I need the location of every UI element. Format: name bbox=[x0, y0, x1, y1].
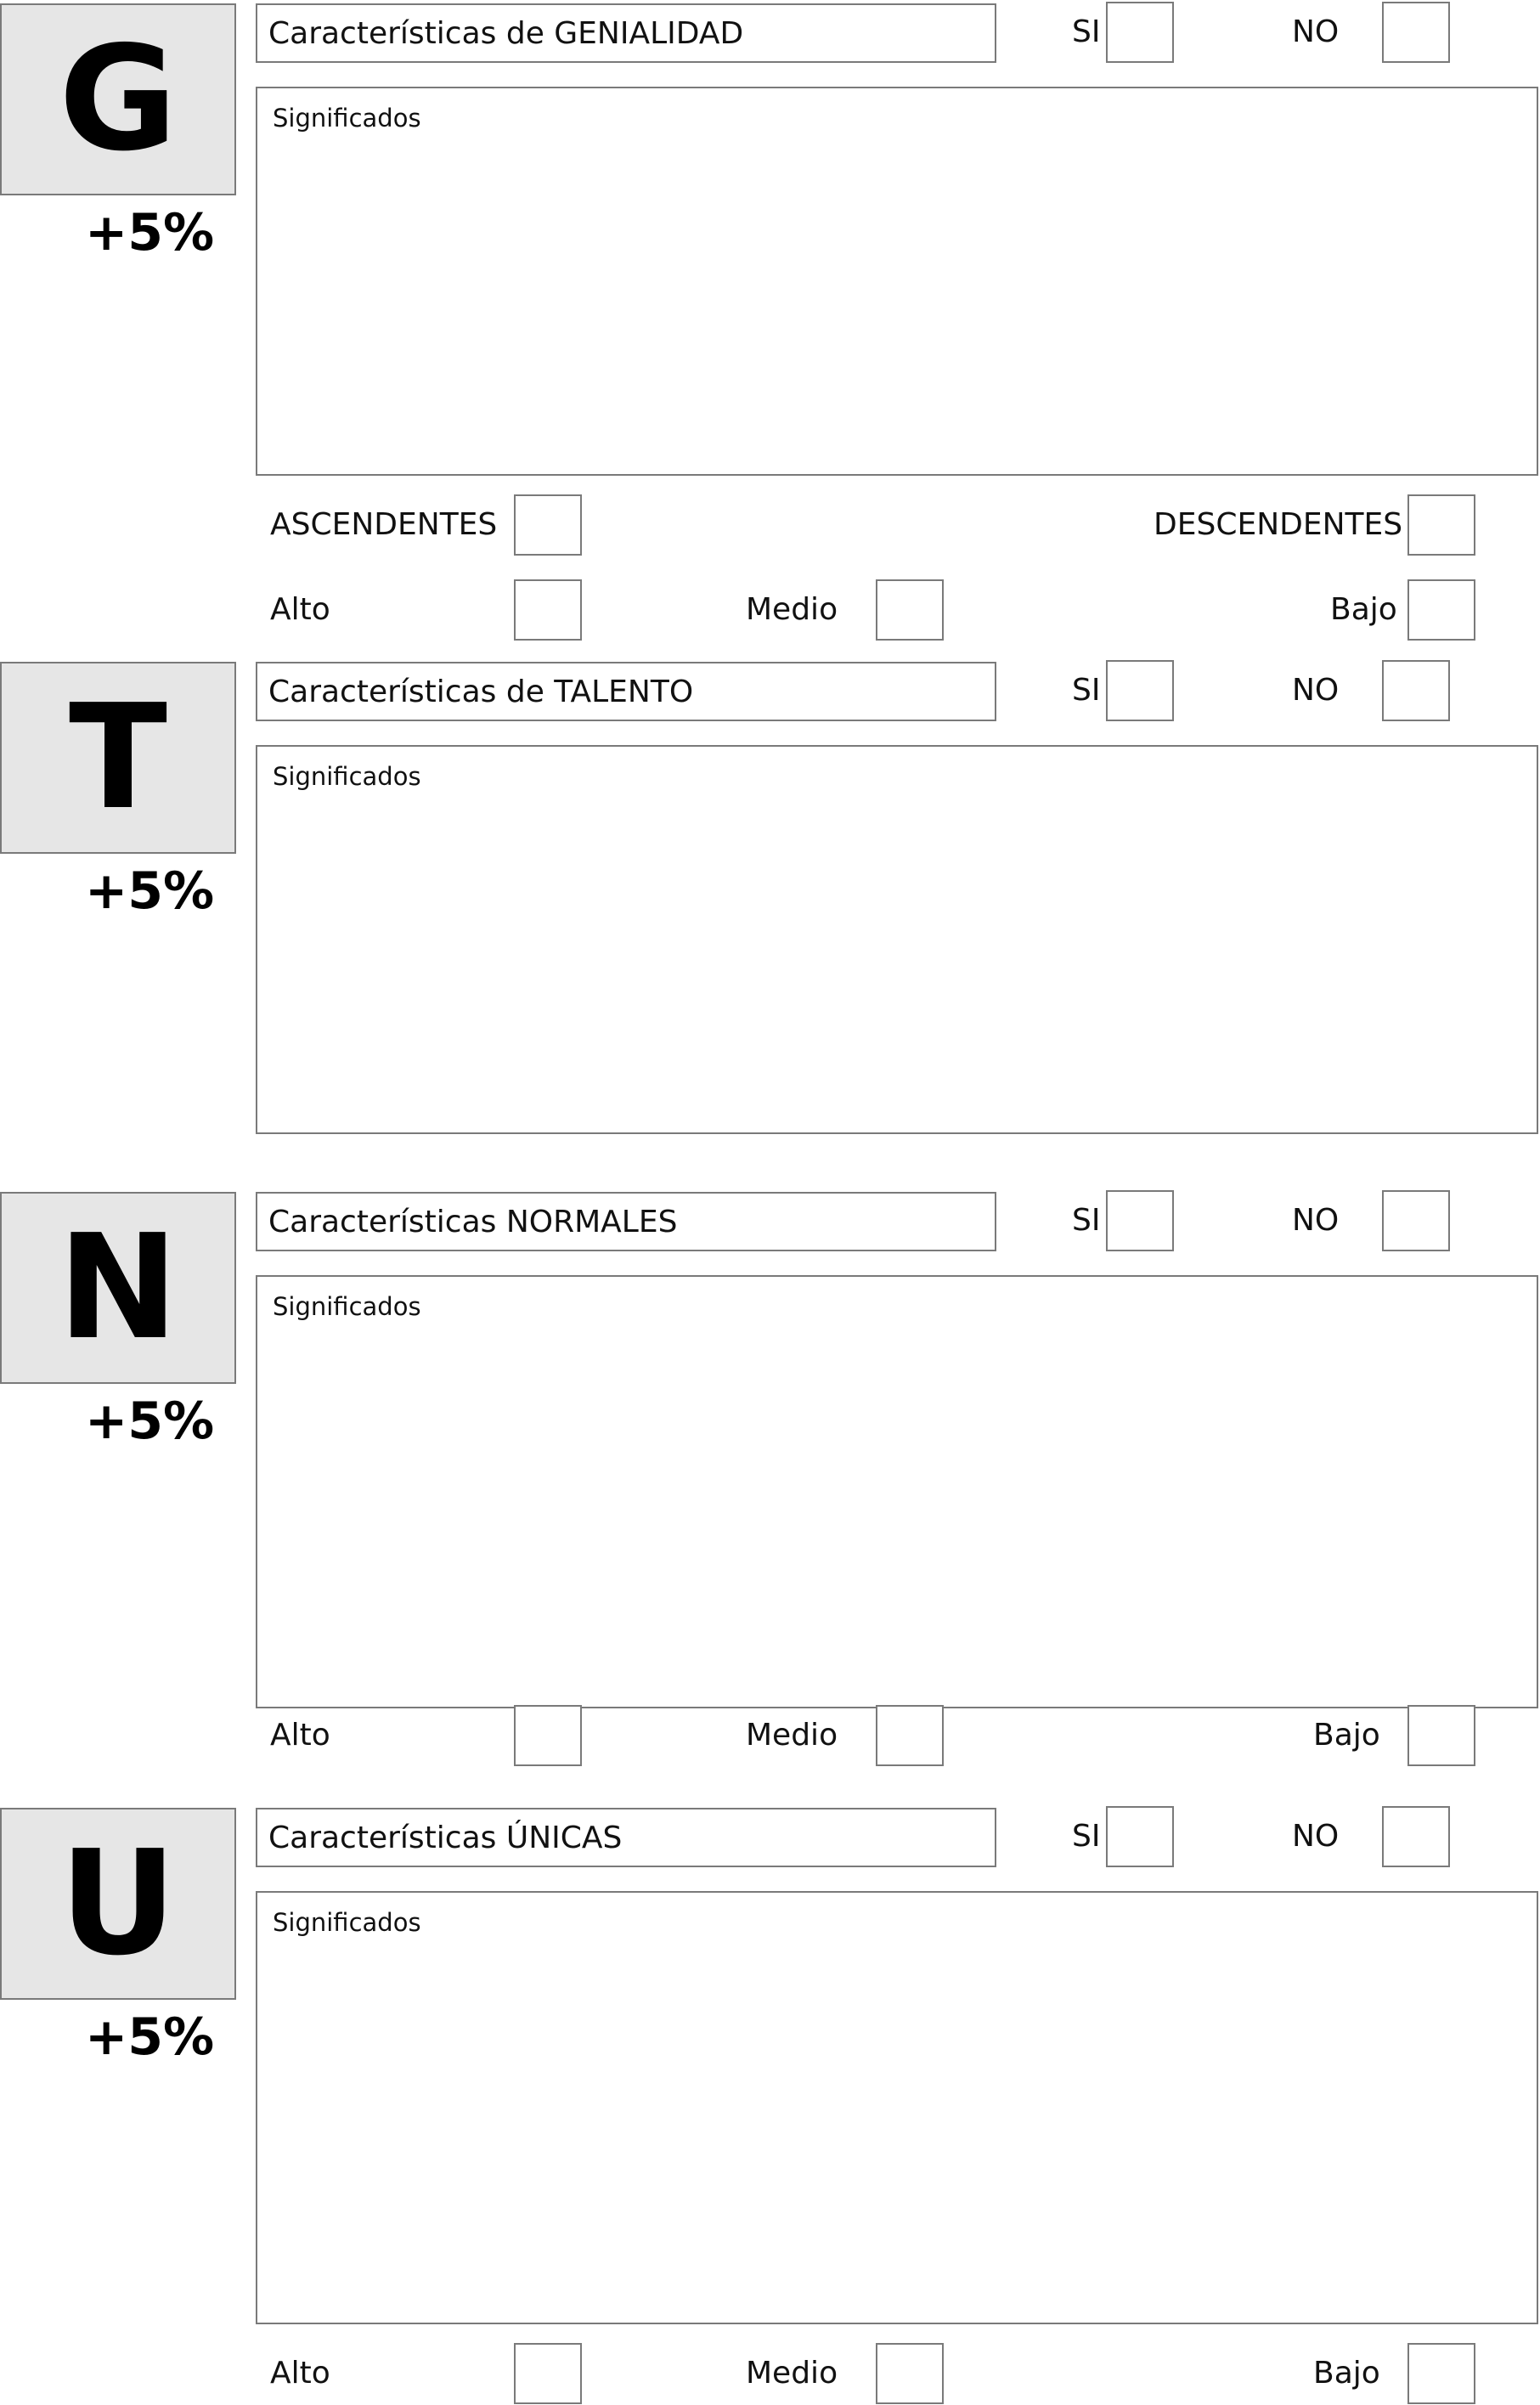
medium-checkbox[interactable] bbox=[876, 1705, 944, 1766]
si-label: SI bbox=[1072, 1819, 1101, 1854]
si-label: SI bbox=[1072, 14, 1101, 49]
title-text: Características de GENIALIDAD bbox=[268, 15, 744, 51]
no-label: NO bbox=[1292, 1203, 1340, 1238]
no-checkbox[interactable] bbox=[1382, 1190, 1450, 1251]
meanings-textarea[interactable] bbox=[256, 1275, 1538, 1708]
medium-label: Medio bbox=[746, 1718, 838, 1753]
meanings-textarea[interactable] bbox=[256, 1891, 1538, 2324]
meanings-label: Significados bbox=[273, 762, 421, 791]
title-field[interactable] bbox=[256, 3, 996, 63]
descending-label: DESCENDENTES bbox=[1154, 507, 1403, 542]
no-label: NO bbox=[1292, 14, 1340, 49]
descending-checkbox[interactable] bbox=[1407, 494, 1475, 556]
medium-checkbox[interactable] bbox=[876, 2343, 944, 2404]
meanings-label: Significados bbox=[273, 104, 421, 133]
high-checkbox[interactable] bbox=[514, 579, 582, 641]
low-label: Bajo bbox=[1330, 592, 1397, 627]
percent-label: +5% bbox=[85, 1392, 215, 1451]
si-label: SI bbox=[1072, 673, 1101, 708]
title-text: Características de TALENTO bbox=[268, 674, 694, 709]
letter-badge-n: N bbox=[0, 1192, 236, 1384]
percent-label: +5% bbox=[85, 2007, 215, 2067]
title-field[interactable] bbox=[256, 1808, 996, 1867]
si-checkbox[interactable] bbox=[1106, 1806, 1174, 1867]
letter-badge-t: T bbox=[0, 662, 236, 854]
meanings-label: Significados bbox=[273, 1908, 421, 1937]
medium-label: Medio bbox=[746, 2356, 838, 2391]
low-checkbox[interactable] bbox=[1407, 2343, 1475, 2404]
medium-label: Medio bbox=[746, 592, 838, 627]
si-checkbox[interactable] bbox=[1106, 2, 1174, 63]
low-checkbox[interactable] bbox=[1407, 1705, 1475, 1766]
title-field[interactable] bbox=[256, 1192, 996, 1251]
high-checkbox[interactable] bbox=[514, 2343, 582, 2404]
high-label: Alto bbox=[270, 2356, 330, 2391]
percent-label: +5% bbox=[85, 861, 215, 921]
letter-badge-g: G bbox=[0, 3, 236, 195]
low-checkbox[interactable] bbox=[1407, 579, 1475, 641]
title-field[interactable] bbox=[256, 662, 996, 721]
no-checkbox[interactable] bbox=[1382, 660, 1450, 721]
letter-badge-u: U bbox=[0, 1808, 236, 2000]
no-checkbox[interactable] bbox=[1382, 2, 1450, 63]
meanings-textarea[interactable] bbox=[256, 745, 1538, 1134]
title-text: Características ÚNICAS bbox=[268, 1820, 623, 1855]
si-checkbox[interactable] bbox=[1106, 1190, 1174, 1251]
no-checkbox[interactable] bbox=[1382, 1806, 1450, 1867]
low-label: Bajo bbox=[1313, 1718, 1380, 1753]
high-label: Alto bbox=[270, 1718, 330, 1753]
no-label: NO bbox=[1292, 673, 1340, 708]
title-text: Características NORMALES bbox=[268, 1204, 678, 1239]
si-checkbox[interactable] bbox=[1106, 660, 1174, 721]
high-checkbox[interactable] bbox=[514, 1705, 582, 1766]
medium-checkbox[interactable] bbox=[876, 579, 944, 641]
high-label: Alto bbox=[270, 592, 330, 627]
ascending-label: ASCENDENTES bbox=[270, 507, 498, 542]
no-label: NO bbox=[1292, 1819, 1340, 1854]
percent-label: +5% bbox=[85, 203, 215, 263]
si-label: SI bbox=[1072, 1203, 1101, 1238]
meanings-textarea[interactable] bbox=[256, 87, 1538, 476]
ascending-checkbox[interactable] bbox=[514, 494, 582, 556]
meanings-label: Significados bbox=[273, 1292, 421, 1321]
low-label: Bajo bbox=[1313, 2356, 1380, 2391]
